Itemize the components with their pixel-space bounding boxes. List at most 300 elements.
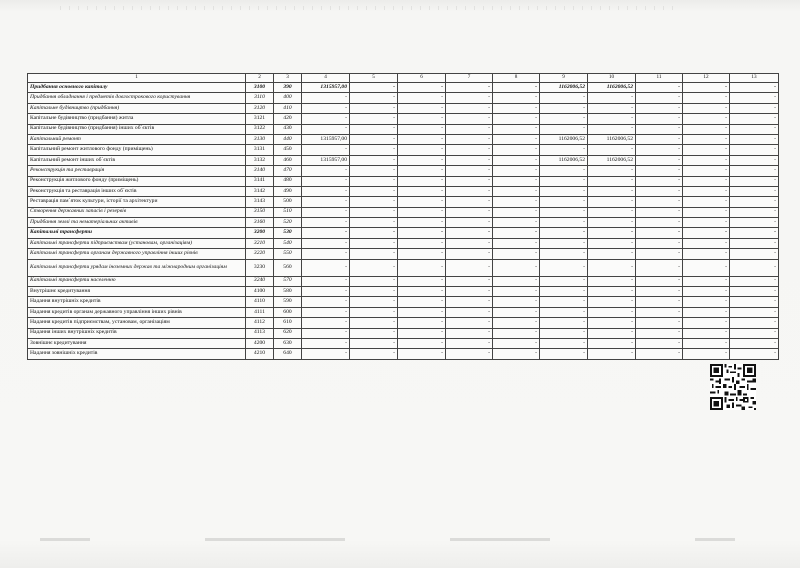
value-cell: - [350, 238, 398, 248]
value-cell: - [350, 207, 398, 217]
value-cell: - [493, 197, 540, 207]
value-cell: - [446, 114, 493, 124]
value-cell: - [398, 276, 446, 286]
value-cell: - [446, 207, 493, 217]
value-cell: - [493, 134, 540, 144]
value-cell: - [683, 349, 730, 359]
row-name-cell: Придбання обладнання і предметів довгострокового користування [28, 93, 246, 103]
value-cell: - [588, 228, 636, 238]
table-row [28, 145, 779, 155]
value-cell: - [730, 114, 779, 124]
table-row [28, 166, 779, 176]
value-cell: - [730, 93, 779, 103]
value-cell: - [588, 93, 636, 103]
column-number-row [28, 74, 779, 83]
row-code-cell: 480 [274, 176, 302, 186]
row-code-cell: 580 [274, 287, 302, 297]
value-cell: - [302, 349, 350, 359]
value-cell: - [398, 103, 446, 113]
row-code-cell: 450 [274, 145, 302, 155]
value-cell: - [636, 155, 683, 165]
row-code-cell: 400 [274, 93, 302, 103]
value-cell: - [398, 287, 446, 297]
value-cell: - [350, 83, 398, 93]
value-cell: - [398, 249, 446, 259]
value-cell: - [398, 93, 446, 103]
value-cell: - [493, 103, 540, 113]
value-cell: - [398, 166, 446, 176]
value-cell: - [446, 145, 493, 155]
value-cell: - [302, 114, 350, 124]
value-cell: - [730, 318, 779, 328]
value-cell: - [350, 103, 398, 113]
value-cell: 1315957,00 [302, 83, 350, 93]
kekv-code-cell: 4200 [246, 338, 274, 348]
header-cell: 9 [540, 74, 588, 83]
table-row [28, 228, 779, 238]
table-body [28, 83, 779, 360]
value-cell: - [446, 103, 493, 113]
value-cell: - [398, 145, 446, 155]
value-cell: - [493, 228, 540, 238]
value-cell: - [636, 328, 683, 338]
value-cell: - [636, 176, 683, 186]
value-cell: - [540, 186, 588, 196]
value-cell: - [302, 103, 350, 113]
value-cell: - [588, 297, 636, 307]
value-cell: - [636, 238, 683, 248]
qr-code-icon [710, 364, 756, 410]
row-name-cell: Зовнішнє кредитування [28, 338, 246, 348]
value-cell: - [683, 287, 730, 297]
value-cell: - [730, 338, 779, 348]
value-cell: - [636, 83, 683, 93]
value-cell: - [446, 186, 493, 196]
value-cell: - [636, 197, 683, 207]
value-cell: - [446, 228, 493, 238]
value-cell: - [302, 307, 350, 317]
scan-artifact [695, 538, 735, 541]
value-cell: - [302, 186, 350, 196]
row-name-cell: Капітальний ремонт інших об`єктів [28, 155, 246, 165]
value-cell: - [730, 197, 779, 207]
value-cell: - [540, 249, 588, 259]
value-cell: - [636, 218, 683, 228]
row-name-cell: Капітальні трансферти [28, 228, 246, 238]
value-cell: - [636, 249, 683, 259]
scan-artifact [205, 538, 345, 541]
value-cell: - [588, 166, 636, 176]
value-cell: - [730, 218, 779, 228]
row-code-cell: 520 [274, 218, 302, 228]
kekv-code-cell: 3240 [246, 276, 274, 286]
value-cell: - [588, 103, 636, 113]
value-cell: - [446, 83, 493, 93]
value-cell: - [398, 134, 446, 144]
kekv-code-cell: 3160 [246, 218, 274, 228]
value-cell: - [398, 307, 446, 317]
row-code-cell: 550 [274, 249, 302, 259]
value-cell: - [730, 155, 779, 165]
table-row [28, 83, 779, 93]
table-row [28, 328, 779, 338]
row-name-cell: Придбання основного капіталу [28, 83, 246, 93]
value-cell: - [398, 228, 446, 238]
value-cell: - [350, 197, 398, 207]
row-code-cell: 420 [274, 114, 302, 124]
value-cell: - [730, 145, 779, 155]
value-cell: - [446, 276, 493, 286]
value-cell: - [350, 218, 398, 228]
header-cell: 10 [588, 74, 636, 83]
value-cell: - [493, 338, 540, 348]
value-cell: - [540, 176, 588, 186]
kekv-code-cell: 3130 [246, 134, 274, 144]
value-cell: - [302, 176, 350, 186]
row-name-cell: Надання кредитів органам державного управління інших рівнів [28, 307, 246, 317]
value-cell: - [730, 307, 779, 317]
table-row [28, 93, 779, 103]
row-code-cell: 410 [274, 103, 302, 113]
kekv-code-cell: 3132 [246, 155, 274, 165]
value-cell: - [302, 287, 350, 297]
value-cell: - [540, 207, 588, 217]
value-cell: - [540, 228, 588, 238]
value-cell: - [636, 276, 683, 286]
value-cell: - [398, 349, 446, 359]
value-cell: - [540, 297, 588, 307]
value-cell: - [398, 238, 446, 248]
value-cell: - [588, 197, 636, 207]
value-cell: - [350, 114, 398, 124]
row-code-cell: 600 [274, 307, 302, 317]
table-row [28, 114, 779, 124]
value-cell: - [350, 186, 398, 196]
kekv-code-cell: 3120 [246, 103, 274, 113]
value-cell: - [540, 93, 588, 103]
table-row [28, 318, 779, 328]
table-row [28, 186, 779, 196]
value-cell: - [636, 287, 683, 297]
kekv-code-cell: 3141 [246, 176, 274, 186]
value-cell: - [636, 338, 683, 348]
kekv-code-cell: 3121 [246, 114, 274, 124]
value-cell: - [350, 338, 398, 348]
value-cell: - [730, 124, 779, 134]
value-cell: - [493, 238, 540, 248]
value-cell: - [683, 124, 730, 134]
row-code-cell: 430 [274, 124, 302, 134]
value-cell: 1162006,52 [588, 83, 636, 93]
value-cell: - [350, 155, 398, 165]
value-cell: - [636, 318, 683, 328]
kekv-code-cell: 3122 [246, 124, 274, 134]
value-cell: - [683, 83, 730, 93]
header-cell: 12 [683, 74, 730, 83]
value-cell: - [446, 318, 493, 328]
value-cell: - [302, 218, 350, 228]
header-cell: 6 [398, 74, 446, 83]
value-cell: - [350, 145, 398, 155]
value-cell: - [636, 297, 683, 307]
value-cell: - [683, 297, 730, 307]
value-cell: - [493, 287, 540, 297]
value-cell: - [588, 238, 636, 248]
value-cell: - [446, 176, 493, 186]
value-cell: - [398, 124, 446, 134]
row-name-cell: Надання зовнішніх кредитів [28, 349, 246, 359]
value-cell: - [398, 197, 446, 207]
value-cell: - [350, 287, 398, 297]
value-cell: - [493, 93, 540, 103]
kekv-code-cell: 3230 [246, 259, 274, 276]
value-cell: - [588, 218, 636, 228]
row-code-cell: 610 [274, 318, 302, 328]
header-cell: 11 [636, 74, 683, 83]
value-cell: - [730, 238, 779, 248]
value-cell: - [493, 155, 540, 165]
value-cell: - [683, 155, 730, 165]
value-cell: - [302, 338, 350, 348]
value-cell: - [302, 124, 350, 134]
value-cell: - [636, 228, 683, 238]
value-cell: - [540, 276, 588, 286]
value-cell: - [398, 218, 446, 228]
row-name-cell: Капітальний ремонт житлового фонду (приміщень) [28, 145, 246, 155]
value-cell: - [350, 93, 398, 103]
row-name-cell: Реставрація пам`яток культури, історії та архітектури [28, 197, 246, 207]
row-code-cell: 540 [274, 238, 302, 248]
value-cell: - [588, 349, 636, 359]
value-cell: 1315957,00 [302, 134, 350, 144]
value-cell: - [540, 307, 588, 317]
value-cell: - [636, 93, 683, 103]
row-name-cell: Капітальне будівництво (придбання) [28, 103, 246, 113]
kekv-code-cell: 3200 [246, 228, 274, 238]
value-cell: - [636, 186, 683, 196]
value-cell: - [446, 338, 493, 348]
row-name-cell: Капітальні трансферти органам державного управління інших рівнів [28, 249, 246, 259]
value-cell: - [636, 349, 683, 359]
value-cell: - [588, 207, 636, 217]
value-cell: 1315957,00 [302, 155, 350, 165]
value-cell: - [350, 328, 398, 338]
value-cell: - [730, 328, 779, 338]
row-code-cell: 630 [274, 338, 302, 348]
value-cell: - [446, 238, 493, 248]
value-cell: - [540, 238, 588, 248]
table-row [28, 103, 779, 113]
value-cell: - [446, 249, 493, 259]
value-cell: - [493, 186, 540, 196]
value-cell: - [302, 166, 350, 176]
row-code-cell: 570 [274, 276, 302, 286]
value-cell: - [446, 307, 493, 317]
value-cell: - [730, 349, 779, 359]
value-cell: - [493, 259, 540, 276]
value-cell: - [540, 103, 588, 113]
value-cell: - [302, 249, 350, 259]
table-row [28, 155, 779, 165]
value-cell: - [730, 276, 779, 286]
row-name-cell: Капітальні трансферти урядам іноземних держав та міжнародним організаціям [28, 259, 246, 276]
kekv-code-cell: 3142 [246, 186, 274, 196]
value-cell: - [636, 166, 683, 176]
row-code-cell: 560 [274, 259, 302, 276]
value-cell: - [493, 124, 540, 134]
row-name-cell: Капітальне будівництво (придбання) житла [28, 114, 246, 124]
value-cell: - [398, 83, 446, 93]
value-cell: - [683, 103, 730, 113]
value-cell: - [540, 338, 588, 348]
value-cell: - [588, 176, 636, 186]
value-cell: - [398, 338, 446, 348]
value-cell: - [730, 207, 779, 217]
table-row [28, 207, 779, 217]
kekv-code-cell: 4110 [246, 297, 274, 307]
row-code-cell: 490 [274, 186, 302, 196]
value-cell: - [730, 83, 779, 93]
kekv-code-cell: 4111 [246, 307, 274, 317]
value-cell: - [446, 287, 493, 297]
value-cell: - [683, 114, 730, 124]
value-cell: - [730, 228, 779, 238]
row-name-cell: Капітальний ремонт [28, 134, 246, 144]
table-row [28, 259, 779, 276]
value-cell: - [493, 176, 540, 186]
value-cell: - [302, 93, 350, 103]
value-cell: - [302, 276, 350, 286]
scan-artifact [40, 538, 90, 541]
value-cell: - [683, 176, 730, 186]
value-cell: - [683, 318, 730, 328]
value-cell: - [493, 218, 540, 228]
row-code-cell: 620 [274, 328, 302, 338]
value-cell: - [588, 259, 636, 276]
value-cell: - [540, 318, 588, 328]
kekv-code-cell: 3220 [246, 249, 274, 259]
value-cell: - [446, 166, 493, 176]
value-cell: - [636, 114, 683, 124]
value-cell: 1162006,52 [540, 134, 588, 144]
value-cell: - [683, 328, 730, 338]
value-cell: - [683, 307, 730, 317]
header-cell: 2 [246, 74, 274, 83]
table-row [28, 307, 779, 317]
value-cell: - [446, 218, 493, 228]
value-cell: - [302, 328, 350, 338]
row-code-cell: 390 [274, 83, 302, 93]
value-cell: - [302, 145, 350, 155]
row-name-cell: Внутрішнє кредитування [28, 287, 246, 297]
kekv-code-cell: 3110 [246, 93, 274, 103]
value-cell: - [398, 176, 446, 186]
value-cell: - [540, 124, 588, 134]
value-cell: - [493, 207, 540, 217]
value-cell: - [540, 218, 588, 228]
value-cell: 1162006,52 [540, 155, 588, 165]
value-cell: - [493, 318, 540, 328]
kekv-code-cell: 4210 [246, 349, 274, 359]
value-cell: - [493, 114, 540, 124]
value-cell: - [350, 134, 398, 144]
value-cell: - [588, 186, 636, 196]
value-cell: - [350, 166, 398, 176]
value-cell: - [302, 207, 350, 217]
row-code-cell: 640 [274, 349, 302, 359]
value-cell: - [588, 338, 636, 348]
value-cell: - [730, 287, 779, 297]
value-cell: - [730, 249, 779, 259]
value-cell: - [540, 197, 588, 207]
kekv-code-cell: 4100 [246, 287, 274, 297]
value-cell: - [302, 259, 350, 276]
value-cell: - [493, 166, 540, 176]
value-cell: - [683, 134, 730, 144]
value-cell: - [540, 166, 588, 176]
value-cell: - [588, 328, 636, 338]
value-cell: - [730, 134, 779, 144]
value-cell: - [588, 307, 636, 317]
value-cell: - [730, 103, 779, 113]
kekv-code-cell: 3131 [246, 145, 274, 155]
value-cell: - [683, 218, 730, 228]
value-cell: - [350, 259, 398, 276]
table-row [28, 176, 779, 186]
value-cell: - [730, 166, 779, 176]
value-cell: - [446, 297, 493, 307]
row-code-cell: 470 [274, 166, 302, 176]
value-cell: - [636, 307, 683, 317]
value-cell: - [683, 207, 730, 217]
kekv-code-cell: 4113 [246, 328, 274, 338]
value-cell: - [540, 349, 588, 359]
header-cell: 8 [493, 74, 540, 83]
kekv-code-cell: 3140 [246, 166, 274, 176]
value-cell: - [302, 197, 350, 207]
value-cell: - [398, 259, 446, 276]
value-cell: - [683, 259, 730, 276]
table-row [28, 297, 779, 307]
value-cell: - [540, 145, 588, 155]
value-cell: - [730, 259, 779, 276]
value-cell: - [588, 114, 636, 124]
value-cell: - [350, 307, 398, 317]
value-cell: - [636, 124, 683, 134]
table-row [28, 338, 779, 348]
value-cell: - [350, 249, 398, 259]
value-cell: - [636, 259, 683, 276]
value-cell: - [398, 297, 446, 307]
value-cell: - [683, 338, 730, 348]
value-cell: - [493, 249, 540, 259]
value-cell: - [350, 124, 398, 134]
value-cell: 1162006,52 [588, 134, 636, 144]
value-cell: - [588, 249, 636, 259]
budget-report-table [27, 73, 779, 360]
value-cell: - [493, 349, 540, 359]
value-cell: - [398, 114, 446, 124]
value-cell: 1162006,52 [588, 155, 636, 165]
row-code-cell: 440 [274, 134, 302, 144]
value-cell: - [493, 307, 540, 317]
row-name-cell: Надання внутрішніх кредитів [28, 297, 246, 307]
header-cell: 4 [302, 74, 350, 83]
header-cell: 3 [274, 74, 302, 83]
value-cell: - [636, 207, 683, 217]
kekv-code-cell: 3210 [246, 238, 274, 248]
value-cell: - [683, 228, 730, 238]
